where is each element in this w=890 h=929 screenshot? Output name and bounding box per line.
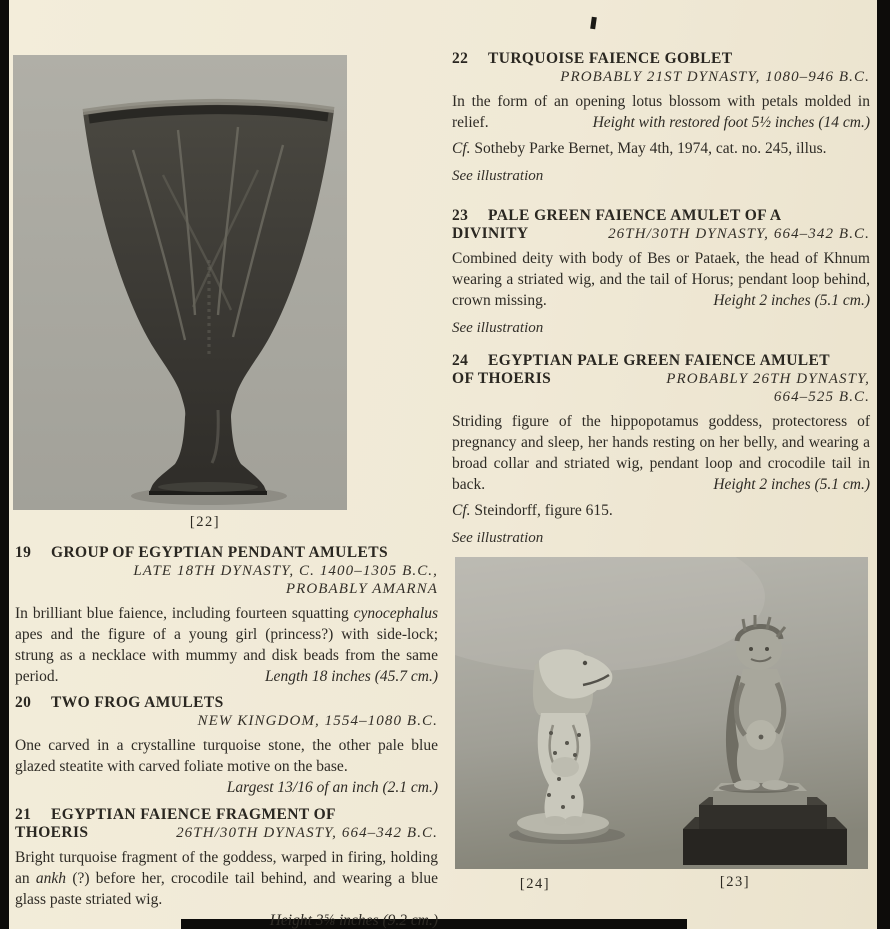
lot-number: 19	[15, 544, 32, 561]
lot-dimension: Height 2 inches (5.1 cm.)	[713, 292, 870, 309]
lot-heading	[15, 544, 438, 562]
description-text: apes and the figure of a young girl (princess?) with side-lock; strung as a necklace with mummy and disk beads from the same period.	[15, 626, 438, 685]
lot-dateline: 26TH/30TH DYNASTY, 664–342 B.C.	[176, 825, 438, 841]
lot-dimension: Largest 13/16 of an inch (2.1 cm.)	[226, 779, 438, 796]
description-text: Striding figure of the hippopotamus goddess, protectoress of pregnancy and sleep, her hands resting on her belly, and wearing a broad collar and striated wig, pendant loop and crocodile tail in back.	[452, 413, 870, 493]
reference-text: Sotheby Parke Bernet, May 4th, 1974, cat. no. 245, illus.	[470, 140, 827, 157]
lot-heading-line2	[452, 225, 870, 243]
lot-dateline: LATE 18TH DYNASTY, C. 1400–1305 B.C.,	[133, 563, 438, 579]
lot-dateline: PROBABLY AMARNA	[285, 581, 438, 597]
lot-description	[15, 735, 438, 798]
lot-description	[452, 248, 870, 311]
lot-number: 22	[452, 50, 469, 67]
description-text: In brilliant blue faience, including fourteen squatting	[15, 605, 354, 622]
lot-heading	[452, 50, 870, 68]
lot-description	[452, 411, 870, 495]
figure-caption-22: [22]	[189, 514, 221, 530]
lot-dateline: NEW KINGDOM, 1554–1080 B.C.	[197, 713, 438, 729]
figure-caption-23: [23]	[719, 874, 751, 890]
lot-number: 24	[452, 352, 469, 369]
lot-heading	[15, 806, 438, 824]
lot-description	[15, 847, 438, 929]
lot-dateline: 664–525 B.C.	[773, 389, 870, 405]
reference-text: Steindorff, figure 615.	[470, 502, 613, 519]
catalog-entry-20	[15, 694, 438, 798]
scan-edge-left	[0, 0, 9, 929]
see-illustration-note: See illustration	[452, 320, 544, 336]
lot-description	[452, 91, 870, 133]
lot-dimension: Height 2 inches (5.1 cm.)	[713, 476, 870, 493]
catalog-entry-21	[15, 806, 438, 929]
lot-reference	[452, 139, 870, 159]
lot-title-continued: OF THOERIS	[452, 370, 552, 387]
figure-caption-24: [24]	[519, 876, 551, 892]
reference-cf: Cf.	[452, 502, 471, 519]
reference-cf: Cf.	[452, 140, 471, 157]
lot-number: 21	[15, 806, 32, 823]
amulets-photo	[455, 557, 868, 869]
amulets-illustration	[455, 557, 868, 869]
catalog-entry-23	[452, 207, 870, 337]
lot-title-continued: THOERIS	[15, 824, 89, 841]
lot-heading	[452, 352, 870, 370]
goblet-photo	[13, 55, 347, 510]
lot-title: GROUP OF EGYPTIAN PENDANT AMULETS	[51, 544, 389, 561]
lot-heading-line2	[452, 370, 870, 388]
see-illustration-note: See illustration	[452, 168, 544, 184]
lot-dimension: Height 3⅝ inches (9.2 cm.)	[269, 912, 438, 929]
scan-artifact	[590, 17, 597, 30]
description-text: Bright turquoise fragment of the goddess, warped in firing, holding an	[15, 849, 438, 887]
catalog-entry-22	[452, 50, 870, 185]
scan-edge-right	[877, 0, 890, 929]
lot-number: 20	[15, 694, 32, 711]
catalog-entry-24	[452, 352, 870, 547]
lot-reference	[452, 501, 870, 521]
lot-title-continued: DIVINITY	[452, 225, 529, 242]
lot-dimension: Length 18 inches (45.7 cm.)	[264, 668, 438, 685]
lot-title: PALE GREEN FAIENCE AMULET OF A	[488, 207, 782, 224]
lot-title: EGYPTIAN FAIENCE FRAGMENT OF	[51, 806, 336, 823]
lot-description	[15, 603, 438, 687]
lot-title: TWO FROG AMULETS	[51, 694, 224, 711]
catalog-entry-19	[15, 544, 438, 687]
description-text: In the form of an opening lotus blossom with petals molded in relief.	[452, 93, 870, 131]
lot-heading	[452, 207, 870, 225]
description-italic: ankh	[35, 870, 67, 887]
see-illustration-note: See illustration	[452, 530, 544, 546]
description-text: One carved in a crystalline turquoise stone, the other pale blue glazed steatite with carved foliate motive on the base.	[15, 737, 438, 775]
lot-dimension: Height with restored foot 5½ inches (14 cm.)	[592, 114, 870, 131]
description-text: Combined deity with body of Bes or Pataek, the head of Khnum wearing a striated wig, and the tail of Horus; pendant loop behind, crown missing.	[452, 250, 870, 309]
description-text: (?) before her, crocodile tail behind, and wearing a blue glass paste striated wig.	[15, 870, 438, 908]
lot-title: EGYPTIAN PALE GREEN FAIENCE AMULET	[488, 352, 831, 369]
lot-title: TURQUOISE FAIENCE GOBLET	[488, 50, 733, 67]
lot-dateline: 26TH/30TH DYNASTY, 664–342 B.C.	[608, 226, 870, 242]
goblet-illustration	[13, 55, 347, 510]
description-italic: cynocephalus	[353, 605, 438, 622]
lot-heading-line2	[15, 824, 438, 842]
lot-number: 23	[452, 207, 469, 224]
lot-dateline: PROBABLY 26TH DYNASTY,	[666, 371, 870, 387]
lot-dateline: PROBABLY 21ST DYNASTY, 1080–946 B.C.	[560, 69, 870, 85]
lot-heading	[15, 694, 438, 712]
